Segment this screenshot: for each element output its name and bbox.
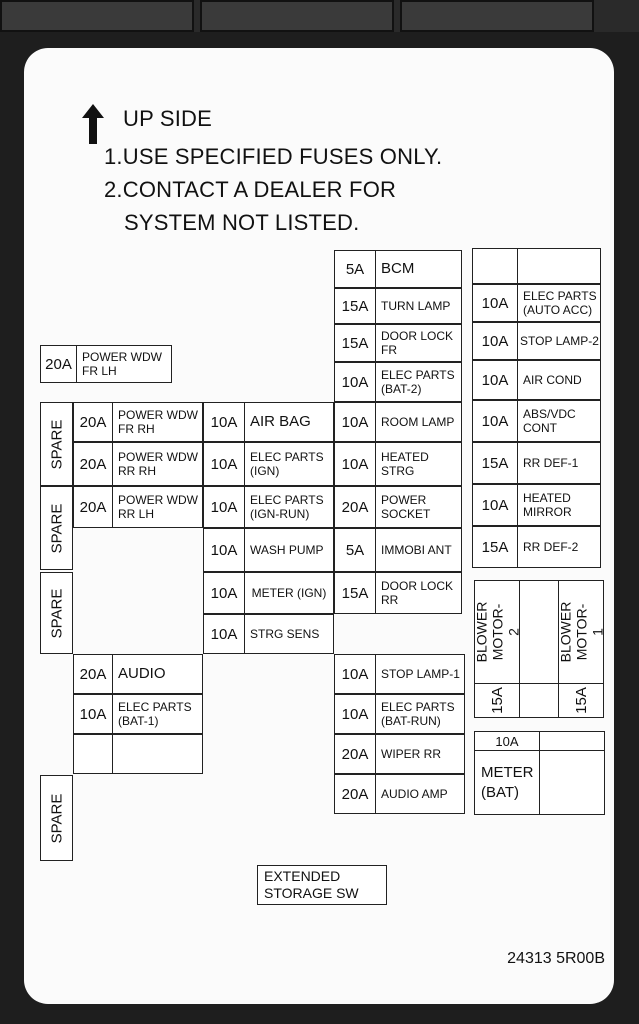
empty-slot-blower-middle bbox=[519, 683, 559, 718]
fuse-name-audio-amp: AUDIO AMP bbox=[375, 774, 465, 814]
fuse-name-door-lock-fr: DOOR LOCK FR bbox=[375, 324, 462, 362]
fuse-name-wash-pump: WASH PUMP bbox=[244, 528, 334, 572]
empty-slot-meter-top bbox=[539, 731, 605, 751]
fuse-amp-abs-vdc-cont: 10A bbox=[472, 400, 518, 442]
spare-label: SPARE bbox=[48, 503, 65, 553]
fuse-name-immobi-ant: IMMOBI ANT bbox=[375, 528, 462, 572]
empty-slot-meter-bottom bbox=[539, 750, 605, 815]
fuse-amp-blower-motor-2: 15A bbox=[474, 683, 520, 718]
frame-tab-left bbox=[0, 0, 194, 32]
fuse-amp-rr-def-1: 15A bbox=[472, 442, 518, 484]
fuse-name-rr-def-1: RR DEF-1 bbox=[517, 442, 601, 484]
fuse-name-heated-mirror: HEATED MIRROR bbox=[517, 484, 601, 526]
fuse-amp-immobi-ant: 5A bbox=[334, 528, 376, 572]
fuse-name-stop-lamp-1: STOP LAMP-1 bbox=[375, 654, 465, 694]
fuse-name-power-wdw-rr-lh: POWER WDW RR LH bbox=[112, 486, 203, 528]
fuse-amp-power-wdw-fr-rh: 20A bbox=[73, 402, 113, 442]
fuse-amp-elec-parts-bat-run: 10A bbox=[334, 694, 376, 734]
fuse-name-elec-parts-bat1: ELEC PARTS (BAT-1) bbox=[112, 694, 203, 734]
up-side-text: UP SIDE bbox=[123, 106, 213, 131]
fuse-name-room-lamp: ROOM LAMP bbox=[375, 402, 462, 442]
fuse-name-rr-def-2: RR DEF-2 bbox=[517, 526, 601, 568]
fuse-name-blower-motor-2: BLOWER MOTOR-2 bbox=[474, 580, 520, 684]
fuse-amp-strg-sens: 10A bbox=[203, 614, 245, 654]
up-arrow-icon bbox=[82, 104, 104, 144]
fuse-amp-air-cond: 10A bbox=[472, 360, 518, 400]
fuse-name-power-wdw-rr-rh: POWER WDW RR RH bbox=[112, 442, 203, 486]
fuse-amp-stop-lamp-1: 10A bbox=[334, 654, 376, 694]
fuse-amp-elec-parts-ign-run: 10A bbox=[203, 486, 245, 528]
empty-slot-name bbox=[112, 734, 203, 774]
fuse-amp-air-bag: 10A bbox=[203, 402, 245, 442]
fuse-name-wiper-rr: WIPER RR bbox=[375, 734, 465, 774]
fuse-name-abs-vdc-cont: ABS/VDC CONT bbox=[517, 400, 601, 442]
fuse-name-meter-bat: METER (BAT) bbox=[474, 750, 540, 815]
fuse-name-elec-parts-bat2: ELEC PARTS (BAT-2) bbox=[375, 362, 462, 402]
spare-label: SPARE bbox=[48, 419, 65, 469]
fuse-amp-power-socket: 20A bbox=[334, 486, 376, 528]
fuse-name-power-socket: POWER SOCKET bbox=[375, 486, 462, 528]
fuse-name-strg-sens: STRG SENS bbox=[244, 614, 334, 654]
fuse-name-elec-parts-ign-run: ELEC PARTS (IGN-RUN) bbox=[244, 486, 334, 528]
fuse-amp-power-wdw-fr-lh: 20A bbox=[40, 345, 77, 383]
fuse-name-blower-motor-1: BLOWER MOTOR-1 bbox=[558, 580, 604, 684]
fuse-amp-power-wdw-rr-rh: 20A bbox=[73, 442, 113, 486]
fuse-name-meter-ign: METER (IGN) bbox=[244, 572, 334, 614]
fuse-name-elec-parts-auto-acc: ELEC PARTS (AUTO ACC) bbox=[517, 284, 601, 322]
instruction-line-2: 2.CONTACT A DEALER FOR bbox=[104, 177, 397, 202]
fuse-amp-bcm: 5A bbox=[334, 250, 376, 288]
fuse-amp-room-lamp: 10A bbox=[334, 402, 376, 442]
fuse-name-audio: AUDIO bbox=[112, 654, 203, 694]
extended-storage-sw: EXTENDED STORAGE SW bbox=[257, 865, 387, 905]
empty-slot-name-top bbox=[517, 248, 601, 284]
fuse-name-power-wdw-fr-rh: POWER WDW FR RH bbox=[112, 402, 203, 442]
fuse-amp-heated-strg: 10A bbox=[334, 442, 376, 486]
fuse-name-heated-strg: HEATED STRG bbox=[375, 442, 462, 486]
fuse-name-elec-parts-bat-run: ELEC PARTS (BAT-RUN) bbox=[375, 694, 465, 734]
spare-label: SPARE bbox=[48, 588, 65, 638]
fuse-amp-door-lock-fr: 15A bbox=[334, 324, 376, 362]
spare-slot-1 bbox=[40, 402, 73, 486]
fuse-name-bcm: BCM bbox=[375, 250, 462, 288]
fuse-name-power-wdw-fr-lh: POWER WDW FR LH bbox=[76, 345, 172, 383]
fuse-name-elec-parts-ign: ELEC PARTS (IGN) bbox=[244, 442, 334, 486]
fuse-amp-elec-parts-bat1: 10A bbox=[73, 694, 113, 734]
part-number: 24313 5R00B bbox=[507, 950, 605, 967]
fuse-amp-power-wdw-rr-lh: 20A bbox=[73, 486, 113, 528]
spare-slot-2 bbox=[40, 486, 73, 570]
fuse-amp-door-lock-rr: 15A bbox=[334, 572, 376, 614]
instruction-line-3: SYSTEM NOT LISTED. bbox=[124, 210, 360, 235]
fuse-name-door-lock-rr: DOOR LOCK RR bbox=[375, 572, 462, 614]
fuse-amp-elec-parts-bat2: 10A bbox=[334, 362, 376, 402]
fuse-amp-meter-ign: 10A bbox=[203, 572, 245, 614]
fuse-amp-stop-lamp-2: 10A bbox=[472, 322, 518, 360]
fuse-name-turn-lamp: TURN LAMP bbox=[375, 288, 462, 324]
spare-slot-3 bbox=[40, 572, 73, 654]
fuse-amp-elec-parts-ign: 10A bbox=[203, 442, 245, 486]
spare-label: SPARE bbox=[48, 793, 65, 843]
fuse-amp-wash-pump: 10A bbox=[203, 528, 245, 572]
fuse-amp-elec-parts-auto-acc: 10A bbox=[472, 284, 518, 322]
fuse-amp-blower-motor-1: 15A bbox=[558, 683, 604, 718]
fuse-name-air-bag: AIR BAG bbox=[244, 402, 334, 442]
fuse-amp-audio: 20A bbox=[73, 654, 113, 694]
empty-slot-amp-top bbox=[472, 248, 518, 284]
fuse-amp-turn-lamp: 15A bbox=[334, 288, 376, 324]
fuse-amp-audio-amp: 20A bbox=[334, 774, 376, 814]
fuse-name-stop-lamp-2: STOP LAMP-2 bbox=[517, 322, 601, 360]
fuse-amp-heated-mirror: 10A bbox=[472, 484, 518, 526]
frame-tab-middle bbox=[200, 0, 394, 32]
fuse-amp-rr-def-2: 15A bbox=[472, 526, 518, 568]
frame-tab-right bbox=[400, 0, 594, 32]
fuse-name-air-cond: AIR COND bbox=[517, 360, 601, 400]
instruction-line-1: 1.USE SPECIFIED FUSES ONLY. bbox=[104, 144, 443, 169]
fuse-amp-meter-bat: 10A bbox=[474, 731, 540, 751]
fuse-amp-wiper-rr: 20A bbox=[334, 734, 376, 774]
spare-slot-4 bbox=[40, 775, 73, 861]
empty-slot-amp bbox=[73, 734, 113, 774]
